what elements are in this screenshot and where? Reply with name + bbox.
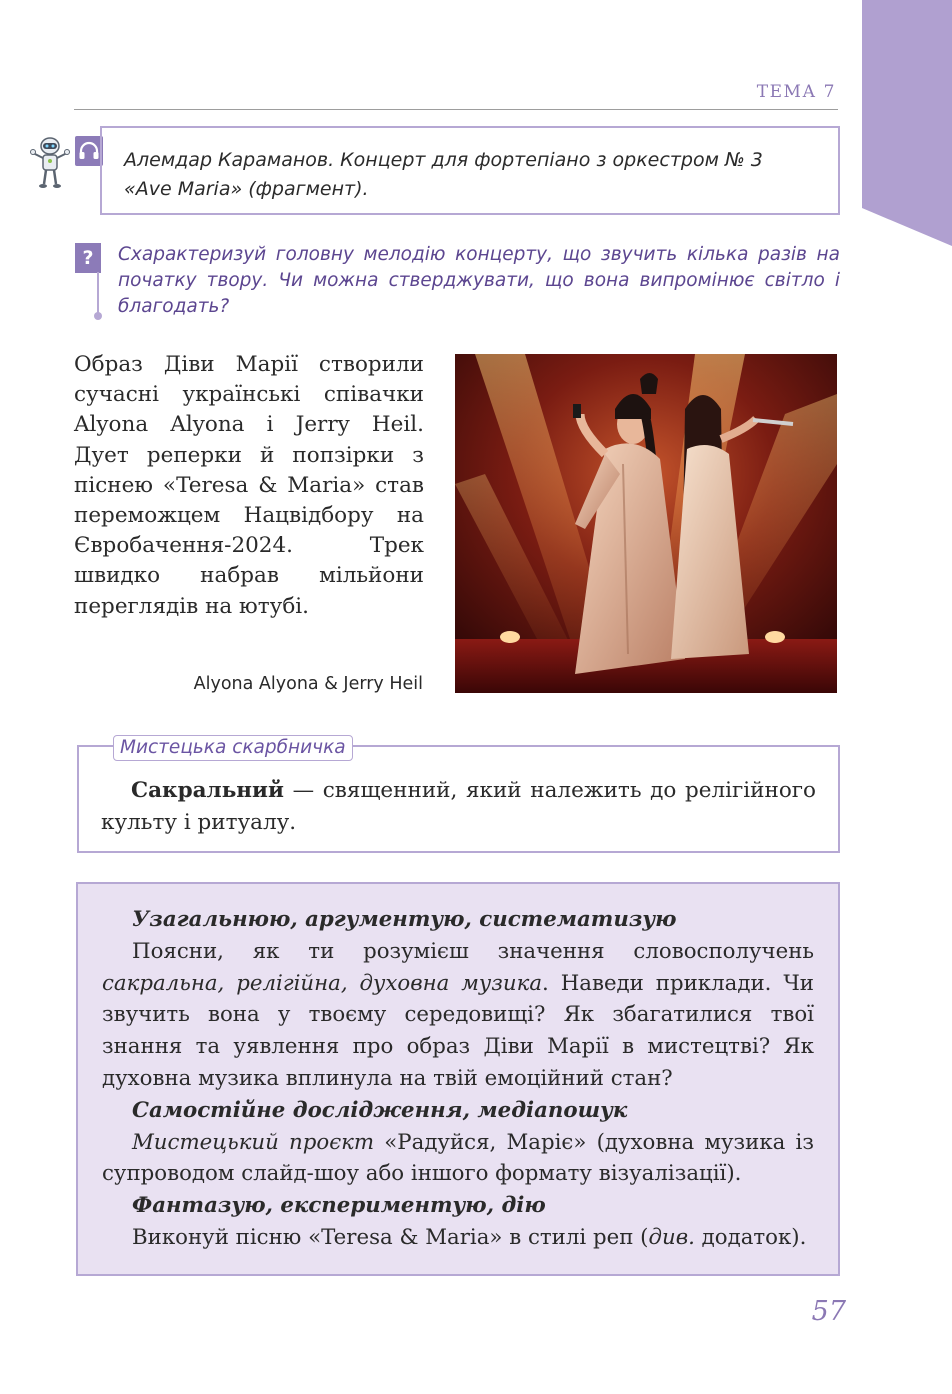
question-line-decoration — [97, 272, 99, 316]
definition-term: Сакральний — [131, 778, 284, 803]
task-text-research: Мистецький проєкт «Радуйся, Маріє» (духовна музика із супроводом слайд-шоу або іншого формату візуалізації). — [102, 1129, 814, 1187]
question-text: Схарактеризуй головну мелодію концерту, що звучить кілька разів на початку твору. Чи можна стверджувати, що вона випромінює світло і благодать? — [118, 244, 840, 317]
definition-body: — священний, який належить до релігійного культу і ритуалу. — [101, 778, 816, 835]
task-heading-research: Самостійне дослідження, медіапошук — [132, 1097, 628, 1123]
definition-text — [101, 775, 816, 838]
art-treasury-label: Мистецька скарбничка — [113, 735, 353, 761]
corner-tab-decoration — [862, 0, 952, 250]
photo-caption: Alyona Alyona & Jerry Heil — [193, 674, 423, 694]
listening-line-2: «Ave Maria» (фрагмент). — [124, 178, 369, 200]
listening-box — [100, 126, 840, 215]
task-heading-fantasize: Фантазую, експериментую, дію — [132, 1193, 546, 1219]
art-treasury-box — [77, 737, 840, 853]
listening-line-1: Алемдар Караманов. Концерт для фортепіано з оркестром № 3 — [124, 149, 763, 171]
robot-icon — [28, 136, 72, 190]
task-text-generalize: Поясни, як ти розумієш значення словосполучень сакральна, релігійна, духовна музика. Наведи приклади. Чи звучить вона у твоєму середовищі? Як збагатилися твої знання та уявлення про образ Діви Марії в мистецтві? Як духовна музика вплинула на твій емоційний стан? — [102, 938, 814, 1091]
theme-label: ТЕМА 7 — [756, 82, 836, 102]
page-header — [74, 80, 838, 110]
question-icon: ? — [75, 243, 101, 273]
task-text-fantasize: Виконуй пісню «Teresa & Maria» в стилі реп (див. додаток). — [132, 1224, 807, 1250]
headphones-icon — [75, 136, 103, 166]
page-number: 57 — [811, 1296, 846, 1327]
main-paragraph: Образ Діви Марії створили сучасні українські співачки Alyona Alyona і Jerry Heil. Дует реперки й попзірки з піснею «Teresa & Maria» став переможцем Нацвідбору на Євробачення-2024. Трек швидко набрав мільйони переглядів на ютубі. — [74, 352, 424, 619]
task-heading-generalize: Узагальнюю, аргументую, систематизую — [132, 907, 677, 932]
question-dot-decoration — [94, 312, 102, 320]
singers-photo — [455, 354, 837, 693]
tasks-box — [76, 882, 840, 1276]
